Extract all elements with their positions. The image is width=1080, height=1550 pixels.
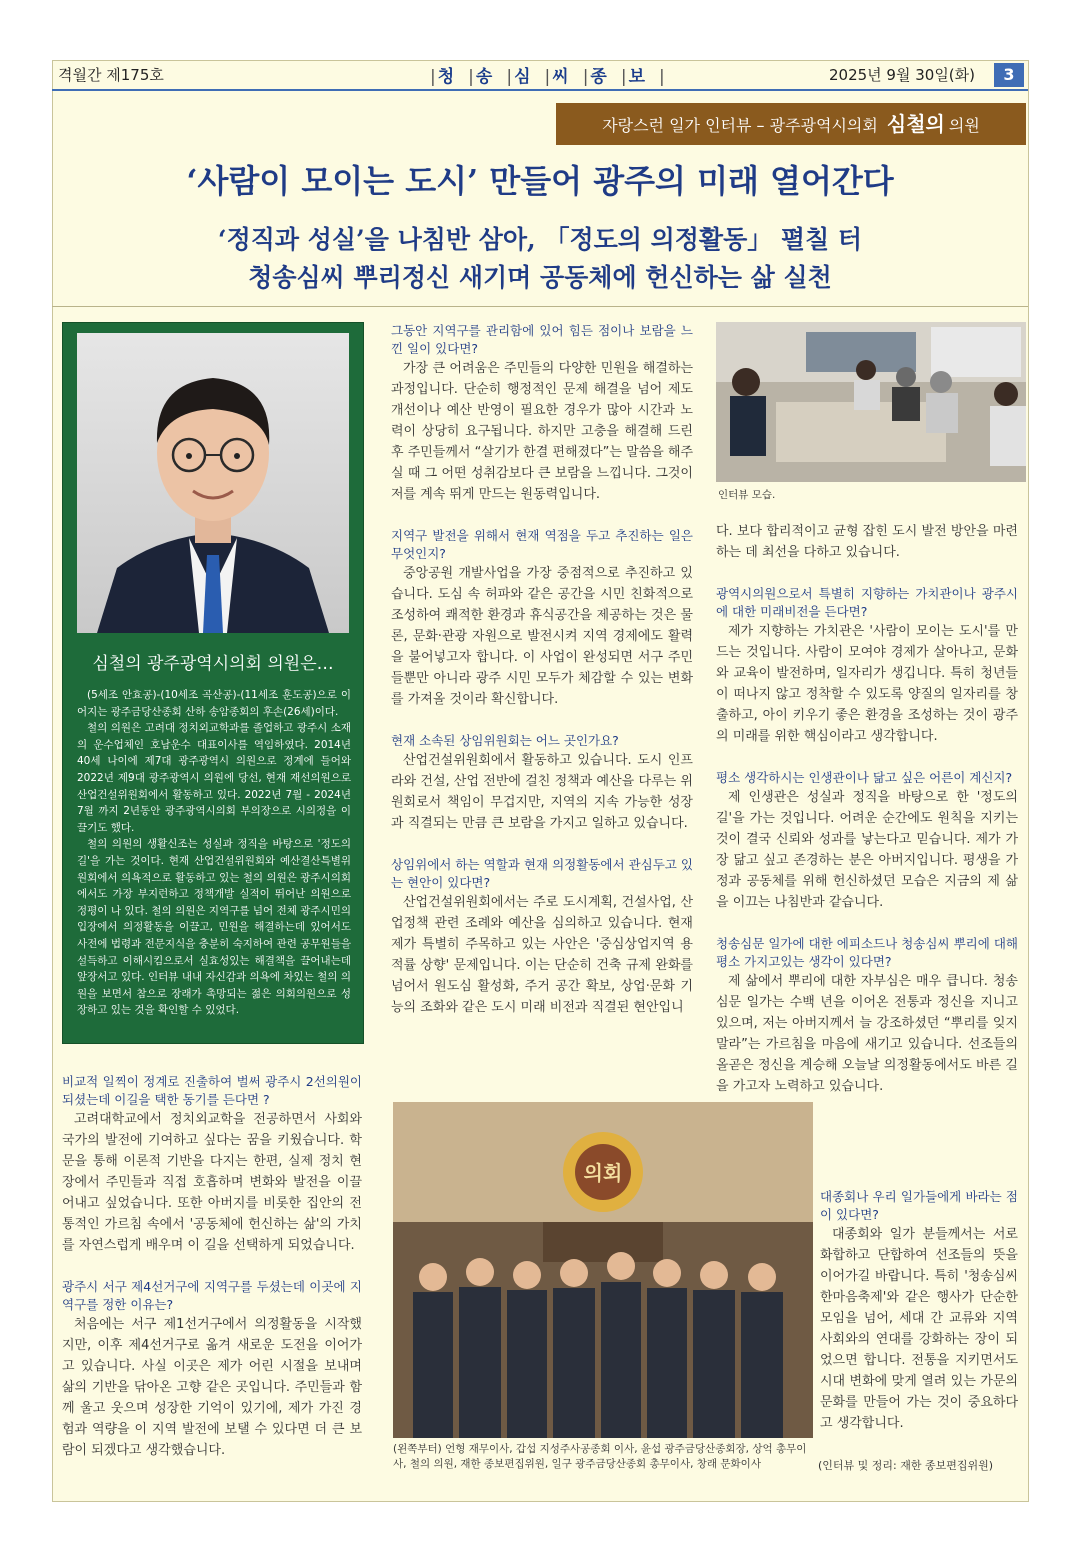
interview-credit: (인터뷰 및 정리: 재한 종보편집위원) [818, 1459, 994, 1472]
interview-photo-caption: 인터뷰 모습. [718, 489, 776, 501]
title-rule [52, 306, 1028, 307]
column-3 [716, 521, 1018, 1097]
banner-suffix: 의원 [948, 116, 980, 135]
page-number: 3 [994, 63, 1024, 87]
issue-number: 격월간 제175호 [58, 66, 164, 84]
answer: 산업건설위원회에서 활동하고 있습니다. 도시 인프라와 건설, 산업 전반에 걸친 정책과 예산을 다루는 위원회로서 책임이 무겁지만, 지역의 지속 가능한 성장과 직결되는 만큼 큰 보람을 가지고 일하고 있습니다. [391, 753, 693, 831]
question: 광주시 서구 제4선거구에 지역구를 두셨는데 이곳에 지역구를 정한 이유는? [62, 1279, 362, 1312]
column-2 [391, 322, 693, 1018]
answer: 처음에는 서구 제1선거구에서 의정활동을 시작했지만, 이후 제4선거구로 옮겨 새로운 도전을 이어가고 있습니다. 사실 이곳은 제가 어린 시절을 보내며 삶의 기반을 닦아온 고향 같은 곳입니다. 주민들과 함께 울고 웃으며 성장한 기억이 있기에, 제가 가진 경험과 역량을 이 지역 발전에 보탤 수 있다면 더 큰 보람이 되겠다고 생각했습니다. [62, 1317, 362, 1458]
paper-name-char: 보 [628, 67, 658, 87]
answer: 중앙공원 개발사업을 가장 중점적으로 추진하고 있습니다. 도심 속 허파와 같은 공간을 시민 친화적으로 조성하여 쾌적한 환경과 휴식공간을 제공하는 것은 물론, 문화·관광 자원으로 발전시켜 지역 경제에도 활력을 불어넣고자 합니다. 이 사업이 완성되면 서구 주민들뿐만 아니라 광주 시민 모두가 체감할 수 있는 변화를 가져올 것이라 확신합니다. [391, 566, 693, 707]
council-emblem-text: 의회 [583, 1161, 623, 1185]
question: 지역구 발전을 위해서 현재 역점을 두고 추진하는 일은 무엇인지? [391, 528, 693, 561]
banner-prefix: 자랑스런 일가 인터뷰 – 광주광역시의회 [602, 116, 878, 135]
paper-name-char: 송 [475, 67, 505, 87]
group-photo-caption: (왼쪽부터) 언형 재무이사, 갑섭 지성주사공종회 이사, 윤섭 광주금당산종회장, 상억 총무이사, 철의 의원, 재한 종보편집위원, 일구 광주금당산종회 총무이사, 창래 문화이사 [393, 1443, 807, 1470]
paper-name-char: 청 [437, 67, 467, 87]
question: 비교적 일찍이 정계로 진출하여 벌써 광주시 2선의원이 되셨는데 이길을 택한 동기를 든다면 ? [62, 1074, 362, 1107]
profile-box [62, 322, 364, 1044]
subheadline-1: ‘정직과 성실’을 나침반 삼아, 「정도의 의정활동」 펼칠 터 [217, 225, 863, 254]
answer: 고려대학교에서 정치외교학을 전공하면서 사회와 국가의 발전에 기여하고 싶다는 꿈을 키웠습니다. 학문을 통해 이론적 기반을 다지는 한편, 실제 정치 현장에서 주민들과 직접 호흡하며 변화와 발전을 이끌어내고 싶었습니다. 또한 아버지를 비롯한 집안의 전통적인 가르침 속에서 '공동체에 헌신하는 삶'의 가치를 자연스럽게 배우며 이 길을 선택하게 되었습니다. [62, 1112, 362, 1253]
paper-name: | 청 | 송 | 심 | 씨 | 종 | 보 | [430, 67, 665, 87]
question: 청송심문 일가에 대한 에피소드나 청송심씨 뿌리에 대해 평소 가지고있는 생각이 있다면? [716, 936, 1018, 969]
answer: 가장 큰 어려움은 주민들의 다양한 민원을 해결하는 과정입니다. 단순히 행정적인 문제 해결을 넘어 제도 개선이나 예산 반영이 필요한 경우가 많아 시간과 노력이 상당히 요구됩니다. 하지만 고충을 해결해 드린 후 주민들께서 “살기가 한결 편해졌다”는 말씀을 해주실 때 그 어떤 성취감보다 큰 보람을 느낍니다. 그것이 저를 계속 뛰게 만드는 원동력입니다. [391, 361, 693, 502]
answer: 제 삶에서 뿌리에 대한 자부심은 매우 큽니다. 청송심문 일가는 수백 년을 이어온 전통과 정신을 지니고 있으며, 저는 아버지께서 늘 강조하셨던 “뿌리를 잊지 말라”는 가르침을 마음에 새기고 있습니다. 선조들의 올곧은 정신을 계승해 오늘날 의정활동에서도 바른 길을 가고자 노력하고 있습니다. [716, 974, 1018, 1094]
headline: ‘사람이 모이는 도시’ 만들어 광주의 미래 열어간다 [186, 162, 894, 200]
continued-text: 다. 보다 합리적이고 균형 잡힌 도시 발전 방안을 마련하는 데 최선을 다하고 있습니다. [716, 524, 1018, 560]
profile-paragraph: 철의 의원은 고려대 정치외교학과를 졸업하고 광주시 소재의 운수업체인 호남운수 대표이사를 역임하였다. 2014년 40세 나이에 제7대 광주광역시 의원으로 정계에 들어와 2022년 제9대 광주광역시 의원에 당선, 현재 재선의원으로 산업건설위원회에서 활동하고 있다. 2022년 7월 - 2024년 7월 까지 2년동안 광주광역시의회 부의장으로 시의정을 이끌기도 했다. [77, 722, 351, 834]
portrait-photo [77, 333, 349, 633]
profile-paragraph: (5세조 안효공)-(10세조 곡산공)-(11세조 훈도공)으로 이어지는 광주금당산종회 산하 송암종회의 후손(26세)이다. [77, 689, 351, 718]
answer: 제 인생관은 성실과 정직을 바탕으로 한 '정도의 길'을 가는 것입니다. 어려운 순간에도 원칙을 지키는 것이 결국 신뢰와 성과를 낳는다고 믿습니다. 제가 가장 닮고 싶고 존경하는 분은 아버지입니다. 평생을 가정과 공동체를 위해 헌신하셨던 모습은 지금의 제 삶을 이끄는 나침반과 같습니다. [716, 790, 1018, 910]
paper-name-char: 종 [590, 67, 619, 87]
question: 현재 소속된 상임위원회는 어느 곳인가요? [391, 733, 619, 748]
profile-title: 심철의 광주광역시의회 의원은… [92, 654, 334, 674]
question: 그동안 지역구를 관리함에 있어 힘든 점이나 보람을 느낀 일이 있다면? [391, 323, 693, 356]
question: 평소 생각하시는 인생관이나 닮고 싶은 어른이 계신지? [716, 770, 1013, 785]
issue-date: 2025년 9월 30일(화) [829, 66, 976, 84]
group-photo [393, 1102, 813, 1438]
interview-photo [716, 322, 1026, 482]
banner-name: 심철의 [886, 112, 945, 136]
answer: 대종회와 일가 분들께서는 서로 화합하고 단합하여 선조들의 뜻을 이어가길 바랍니다. 특히 '청송심씨 한마음축제'와 같은 행사가 단순한 모임을 넘어, 세대 간 교류와 지역 사회와의 연대를 강화하는 장이 되었으면 합니다. 전통을 지키면서도 시대 변화에 맞게 열려 있는 가문의 문화를 만들어 가는 것이 중요하다고 생각합니다. [820, 1227, 1018, 1431]
header-rule [52, 89, 1028, 91]
question: 대종회나 우리 일가들에게 바라는 점이 있다면? [820, 1189, 1018, 1222]
answer: 제가 지향하는 가치관은 '사람이 모이는 도시'를 만드는 것입니다. 사람이 모여야 경제가 살아나고, 문화와 교육이 발전하며, 일자리가 생깁니다. 특히 청년들이 떠나지 않고 정착할 수 있도록 양질의 일자리를 창출하고, 아이 키우기 좋은 환경을 조성하는 것이 광주의 미래를 위한 핵심이라고 생각합니다. [716, 624, 1018, 744]
profile-paragraph: 철의 의원의 생활신조는 성실과 정직을 바탕으로 '정도의 길'을 가는 것이다. 현재 산업건설위원회와 예산결산특별위원회에서 의욕적으로 활동하고 있는 철의 의원은 광주시의회에서도 가장 부지런하고 정책개발 실적이 뛰어난 의원으로 정평이 나 있다. 철의 의원은 지역구를 넘어 전체 광주시민의 입장에서 의정활동을 이끌고, 민원을 해결하는데 있어서도 사전에 법령과 전문지식을 충분히 숙지하여 관련 공무원들을 설득하고 이해시킴으로서 실효성있는 해결책을 끌어내는데 앞장서고 있다. 인터뷰 내내 자신감과 의욕에 차있는 철의 의원을 보면서 참으로 장래가 촉망되는 젊은 의회의원으로 성장하고 있는 것을 확인할 수 있었다. [77, 838, 351, 1017]
paper-name-char: 심 [514, 67, 543, 87]
answer: 산업건설위원회에서는 주로 도시계획, 건설사업, 산업정책 관련 조례와 예산을 심의하고 있습니다. 현재 제가 특별히 주목하고 있는 사안은 '중심상업지역 용적률 상향' 문제입니다. 이는 단순히 건축 규제 완화를 넘어서 원도심 활성화, 주거 공간 확보, 상업·문화 기능의 조화와 같은 도시 미래 비전과 직결된 현안입니 [391, 895, 693, 1015]
column-3-bottom [820, 1188, 1018, 1434]
interview-banner [556, 103, 1026, 145]
question: 상임위에서 하는 역할과 현재 의정활동에서 관심두고 있는 현안이 있다면? [391, 857, 693, 890]
subheadline-2: 청송심씨 뿌리정신 새기며 공동체에 헌신하는 삶 실천 [248, 263, 832, 292]
profile-body [77, 687, 351, 1019]
paper-name-char: 씨 [552, 67, 581, 87]
question: 광역시의원으로서 특별히 지향하는 가치관이나 광주시에 대한 미래비전을 든다면? [716, 586, 1018, 619]
column-1 [62, 1073, 362, 1461]
